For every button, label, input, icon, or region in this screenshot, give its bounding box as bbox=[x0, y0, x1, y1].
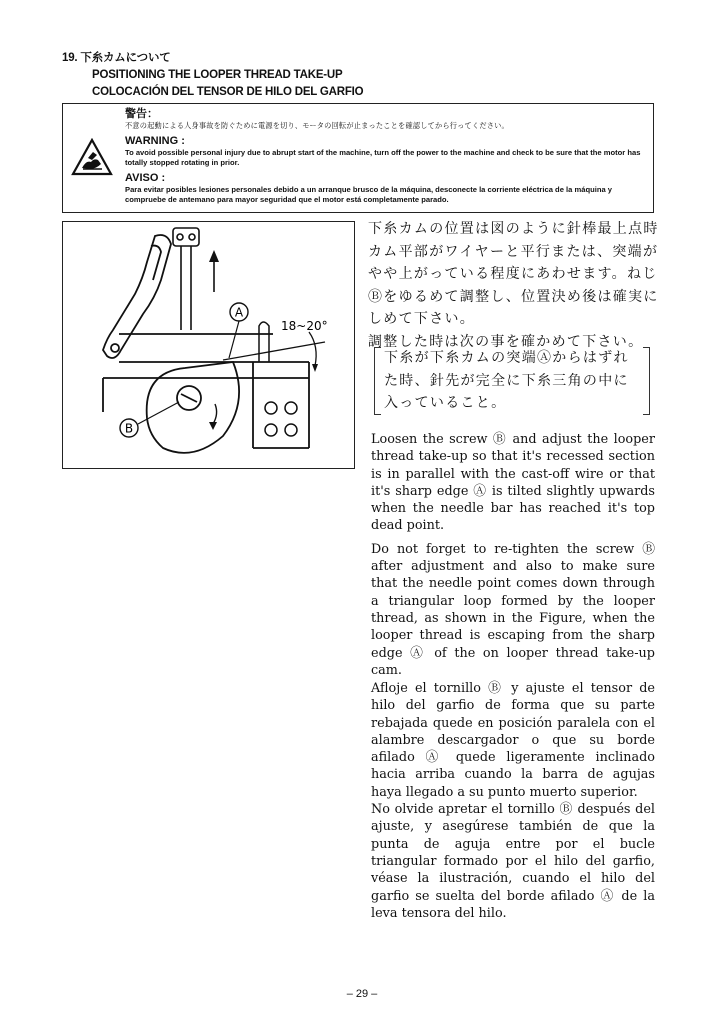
en-instructions bbox=[371, 431, 655, 685]
warning-body-en: To avoid possible personal injury due to abrupt start of the machine, turn off the power to the machine and check to be sure that the motor has totally stopped rotating in prior. bbox=[125, 147, 641, 167]
cast-off-wire bbox=[259, 322, 269, 362]
heading-es: COLOCACIÓN DEL TENSOR DE HILO DEL GARFIO bbox=[92, 86, 364, 98]
warning-triangle-icon bbox=[71, 138, 113, 176]
angle-label: 18~20° bbox=[281, 319, 328, 333]
es-instructions bbox=[371, 680, 655, 922]
looper-arm bbox=[103, 235, 171, 358]
jp-instructions bbox=[368, 218, 668, 353]
looper-cam bbox=[147, 362, 239, 453]
heading-en: POSITIONING THE LOOPER THREAD TAKE-UP bbox=[92, 69, 343, 81]
en-paragraph-2: Do not forget to re-tighten the screw Ⓑ after adjustment and also to make sure that the needle point comes down through a triangular loop formed by the looper thread, as shown in the Figure, when the looper thread is escaping from the sharp edge Ⓐ of the on looper thread take-up cam. bbox=[371, 541, 655, 678]
warning-body-jp: 不意の起動による人身事故を防ぐために電源を切り、モータの回転が止まったことを確認してから行ってください。 bbox=[125, 121, 509, 130]
jp-paragraph: 下糸カムの位置は図のように針棒最上点時カム平部がワイヤーと平行または、突端がやや上がっている程度にあわせます。ねじⒷをゆるめて調整し、位置決め後は確実にしめて下さい。 bbox=[368, 221, 659, 327]
jp-note-bracketed bbox=[374, 347, 650, 415]
jp-check-line: 調整した時は次の事を確かめて下さい。 bbox=[368, 333, 644, 350]
jp-note-text: 下糸が下糸カムの突端Ⓐからはずれた時、針先が完全に下糸三角の中に入っていること。 bbox=[384, 350, 629, 411]
es-paragraph-1: Afloje el tornillo Ⓑ y ajuste el tensor de hilo del garfio de forma que su parte rebajada quede en posición paralela con el alambre descargador o que su borde afilado Ⓐ quede ligeramente inclinado hacia arriba cuando la barra de agujas haya llegado a su punto muerto superior. bbox=[371, 681, 655, 800]
bracket-left bbox=[374, 347, 381, 415]
label-a-callout bbox=[229, 303, 248, 358]
looper-figure bbox=[62, 221, 355, 469]
warning-body-es: Para evitar posibles lesiones personales debido a un arranque brusco de la máquina, desconecte la corriente eléctrica de la máquina y compruebe de antemano para mayor seguridad que el motor está completamente parado. bbox=[125, 184, 613, 204]
heading-jp: 19. 下糸カムについて bbox=[62, 52, 171, 64]
en-paragraph-1: Loosen the screw Ⓑ and adjust the looper thread take-up so that it's recessed section is in parallel with the cast-off wire or that it's sharp edge Ⓐ is tilted slightly upwards when the needle bar has reached it's top dead point. bbox=[371, 432, 655, 534]
section-heading bbox=[62, 50, 702, 101]
es-paragraph-2: No olvide apretar el tornillo Ⓑ después del ajuste, y asegúrese también de que la punta de aguja entre por el bucle triangular formado por el hilo del garfio, véase la ilustración, cuando el hilo del garfio se suelta del borde afilado Ⓐ de la leva tensora del hilo. bbox=[371, 802, 655, 921]
warning-title-es: AVISO : bbox=[125, 171, 166, 184]
needle-clamp bbox=[173, 228, 199, 330]
warning-title-jp: 警告： bbox=[125, 108, 158, 120]
label-b-callout bbox=[120, 402, 179, 437]
label-a: A bbox=[234, 305, 244, 320]
warning-title-en: WARNING : bbox=[125, 134, 185, 147]
looper-diagram bbox=[63, 222, 355, 469]
label-b: B bbox=[124, 421, 134, 436]
arrow-up-icon bbox=[209, 250, 219, 292]
bracket-screws bbox=[265, 402, 297, 436]
bracket-right bbox=[643, 347, 650, 415]
warning-box bbox=[62, 103, 654, 213]
page-number: – 29 – bbox=[346, 988, 378, 1000]
